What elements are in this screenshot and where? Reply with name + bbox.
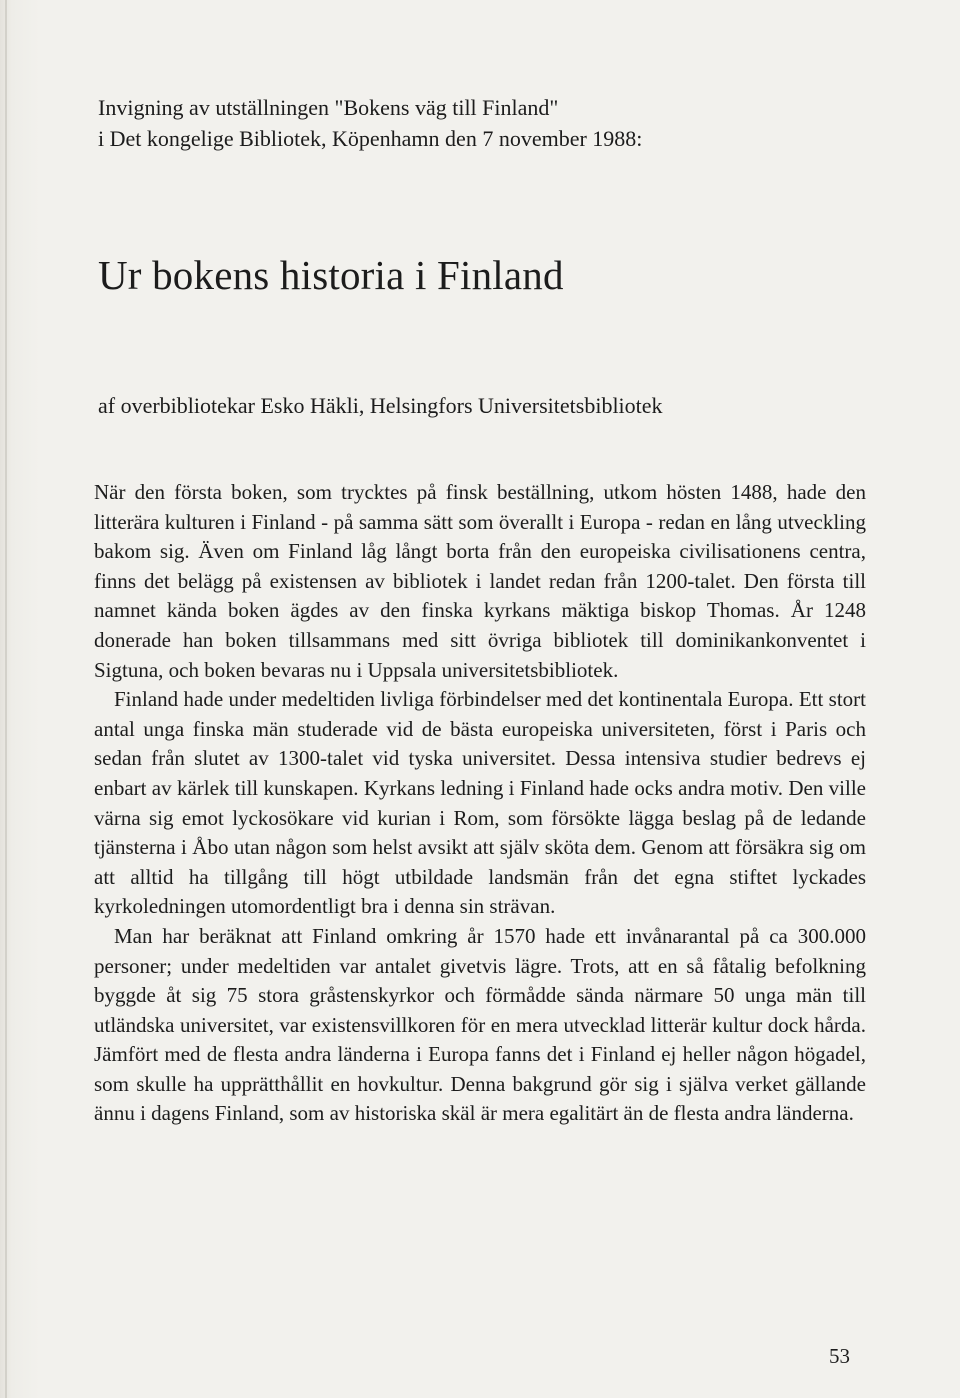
page-number: 53 (829, 1344, 850, 1368)
paragraph-2: Finland hade under medeltiden livliga förbindelser med det kontinentala Europa. Ett stort antal unga finska män studerade vid de bästa europeiska universiteten, först i Paris och sedan från slutet av 1300-talet vid tyska universitet. Dessa intensiva studier bedrevs ej enbart av kärlek till kunskapen. Kyrkans ledning i Finland hade ocks andra motiv. Den ville värna sig emot lyckosökare vid kurian i Rom, som försökte lägga beslag på de ledande tjänsterna i Åbo utan någon som helst avsikt att själv sköta dem. Genom att försäkra sig om att alltid ha tillgång till högt utbildade landsmän från det egna stiftet lyckades kyrkoledningen utomordentligt bra i denna sin strävan. (94, 687, 866, 919)
event-header (98, 92, 878, 154)
paragraph-3: Man har beräknat att Finland omkring år 1570 hade ett invånarantal på ca 300.000 personer; under medeltiden var antalet givetvis lägre. Trots, att en så fåtalig befolkning byggde åt sig 75 stora gråstenskyrkor och förmådde sända närmare 50 unga män till utländska universitet, var existensvillkoren för en mera utvecklad litterär kultur dock hårda. Jämfört med de flesta andra länderna i Europa fanns det i Finland ej heller någon högadel, som skulle ha upprätthållit en hovkultur. Denna bakgrund gör sig i själva verket gällande ännu i dagens Finland, som av historiska skäl är mera egalitärt än de flesta andra länderna. (94, 923, 866, 1126)
article-body (94, 478, 866, 1129)
event-header-line-2: i Det kongelige Bibliotek, Köpenhamn den 7 november 1988: (98, 126, 643, 151)
article-author: af overbibliotekar Esko Häkli, Helsingfors Universitetsbibliotek (98, 393, 663, 418)
page-spine-edge (5, 0, 7, 1398)
article-title: Ur bokens historia i Finland (98, 252, 564, 298)
paragraph-1: När den första boken, som trycktes på finsk beställning, utkom hösten 1488, hade den litterära kulturen i Finland - på samma sätt som överallt i Europa - redan en lång utveckling bakom sig. Även om Finland låg långt borta från den europeiska civilisationens centra, finns det belägg på existensen av bibliotek i landet redan från 1200-talet. Den första till namnet kända boken ägdes av den finska kyrkans mäktiga biskop Thomas. År 1248 donerade han boken tillsammans med sitt övriga bibliotek till dominikankonventet i Sigtuna, och boken bevaras nu i Uppsala universitetsbibliotek. (94, 480, 866, 682)
event-header-line-1: Invigning av utställningen "Bokens väg till Finland" (98, 95, 559, 120)
